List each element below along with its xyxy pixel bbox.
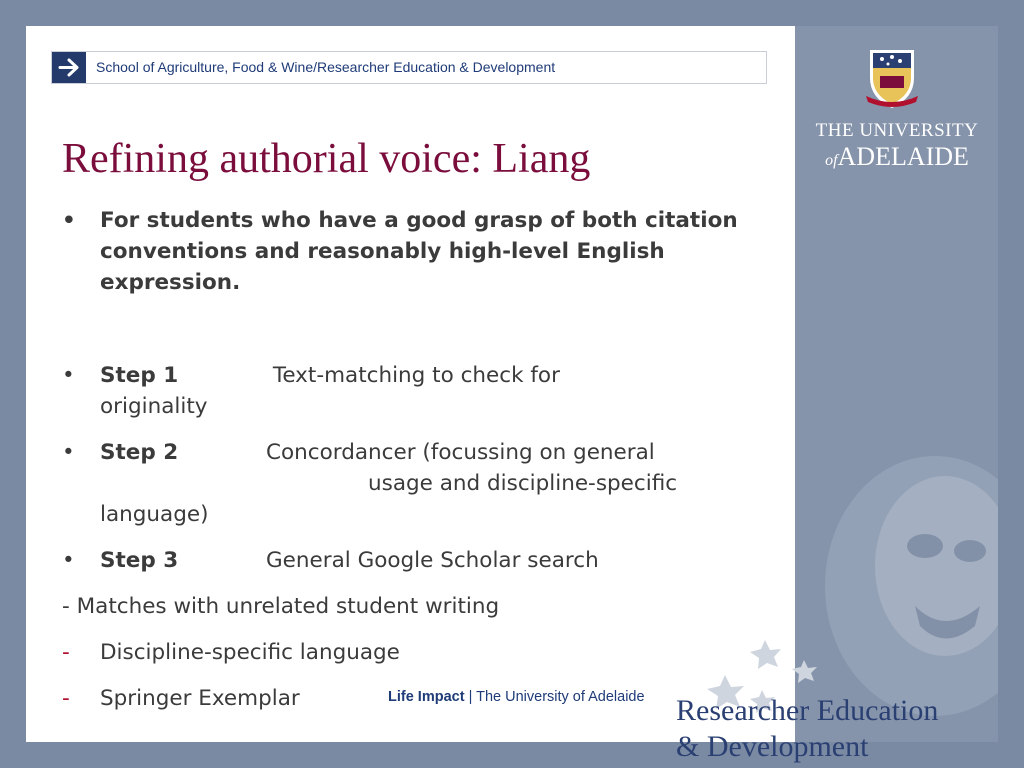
dash-item: - Discipline-specific language	[62, 637, 752, 668]
list-item-step2	[62, 437, 752, 530]
university-crest-icon	[862, 46, 922, 112]
list-item-intro	[62, 205, 752, 298]
step-text-cont: usage and discipline-specific	[368, 471, 678, 496]
bullet-icon: •	[62, 208, 76, 233]
step-text-cont2: language)	[100, 502, 209, 527]
footer: Life Impact | The University of Adelaide	[388, 689, 645, 705]
bullet-icon: •	[62, 363, 75, 388]
breadcrumb[interactable]: School of Agriculture, Food & Wine/Researcher Education & Development	[96, 59, 556, 75]
university-of: of	[825, 152, 838, 169]
arrow-right-icon[interactable]	[52, 52, 86, 83]
step-label: Step 3	[100, 548, 179, 573]
breadcrumb-bar	[51, 51, 767, 84]
step-text: General Google Scholar search	[266, 548, 599, 573]
red-branding	[676, 693, 996, 765]
step-label: Step 1	[100, 363, 179, 388]
list-item-step3	[62, 545, 752, 576]
footer-university[interactable]: The University of Adelaide	[476, 689, 645, 705]
bullet-icon: •	[62, 548, 75, 573]
intro-text: For students who have a good grasp of both citation conventions and reasonably high-level English expression.	[100, 208, 738, 295]
red-line2: & Development	[676, 730, 869, 763]
matches-line: - Matches with unrelated student writing	[62, 594, 500, 619]
university-line2: ADELAIDE	[837, 142, 969, 171]
dash-icon: -	[62, 686, 70, 711]
university-wordmark	[812, 120, 982, 176]
step-text-cont: originality	[100, 394, 208, 419]
step-label: Step 2	[100, 440, 179, 465]
slide-body	[62, 205, 752, 714]
step-text: Text-matching to check for	[266, 363, 560, 388]
red-line1: Researcher Education	[676, 694, 939, 727]
dash-icon: -	[62, 640, 70, 665]
page-title: Refining authorial voice: Liang	[62, 136, 591, 182]
bullet-icon: •	[62, 440, 75, 465]
university-line1: THE UNIVERSITY	[815, 120, 979, 141]
dash-item: - Springer Exemplar	[62, 683, 752, 714]
footer-impact: Life Impact	[388, 689, 465, 705]
list-item-step1	[62, 360, 752, 422]
step-text: Concordancer (focussing on general	[266, 440, 655, 465]
